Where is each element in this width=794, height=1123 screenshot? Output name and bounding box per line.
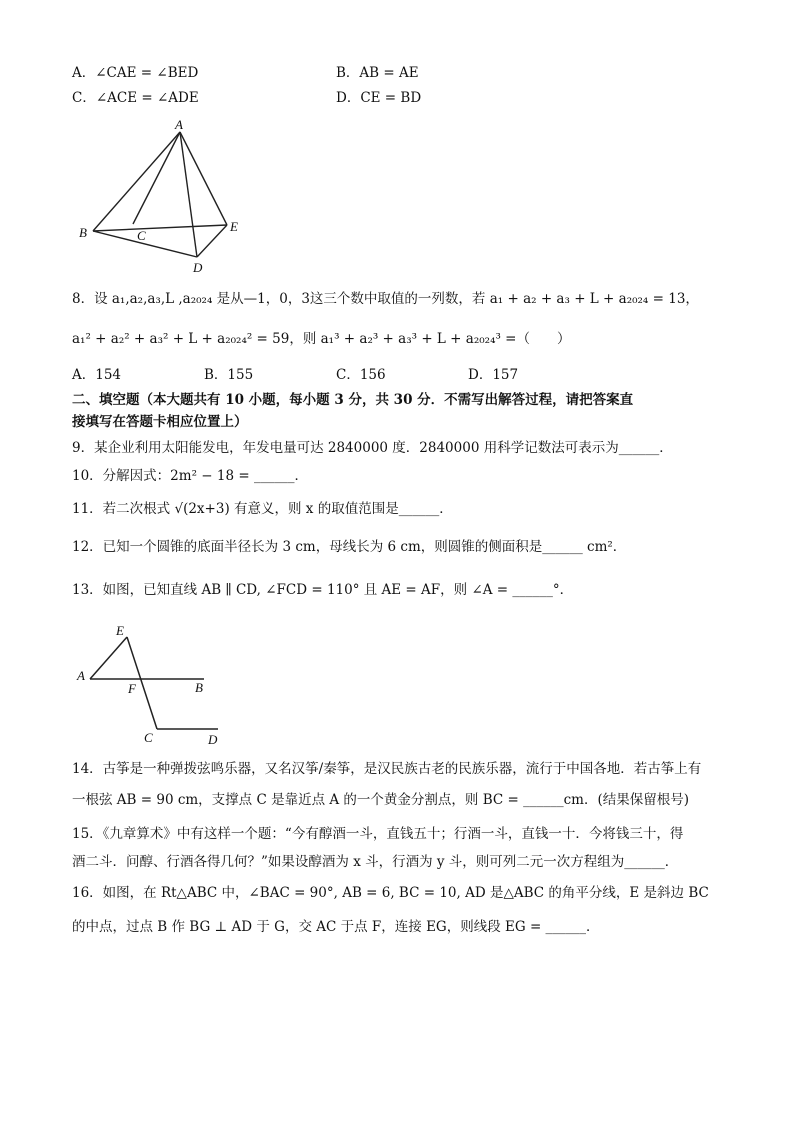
q7-option-c: C．∠ACE = ∠ADE	[72, 90, 199, 106]
q8-stem-line1: 8．设 a₁,a₂,a₃,L ,a₂₀₂₄ 是从—1，0，3这三个数中取值的一列数，若 a₁ + a₂ + a₃ + L + a₂₀₂₄ = 13，	[72, 291, 699, 307]
q15-line1: 15．《九章算术》中有这样一个题：“今有醇酒一斗，直钱五十；行酒一斗，直钱一十．今将钱三十，得	[72, 826, 684, 842]
q13-label-a: A	[77, 668, 85, 683]
q7-label-d: D	[193, 260, 203, 275]
q13-segment-ae	[90, 637, 127, 679]
q16-line2: 的中点，过点 B 作 BG ⊥ AD 于 G，交 AC 于点 F，连接 EG，则线段 EG = ______．	[72, 919, 600, 935]
q8-stem-line2: a₁² + a₂² + a₃² + L + a₂₀₂₄² = 59，则 a₁³ + a₂³ + a₃³ + L + a₂₀₂₄³ =（ ）	[72, 331, 571, 347]
q7-segment-de	[197, 225, 227, 257]
q13-parallel-lines-figure	[72, 620, 242, 750]
q7-label-b: B	[79, 225, 87, 240]
q11-text: 11．若二次根式 √(2x+3) 有意义，则 x 的取值范围是______．	[72, 501, 453, 517]
q7-segment-ae	[180, 132, 227, 225]
q16-line1: 16．如图，在 Rt△ABC 中，∠BAC = 90°, AB = 6, BC = 10, AD 是△ABC 的角平分线，E 是斜边 BC	[72, 885, 709, 901]
q13-label-e: E	[116, 623, 124, 638]
q13-label-b: B	[195, 680, 203, 695]
q15-line2: 酒二斗．问醇、行酒各得几何？”如果设醇酒为 x 斗，行酒为 y 斗，则可列二元一次方程组为______．	[72, 854, 679, 870]
q7-triangle-figure	[75, 115, 255, 275]
q7-option-b: B．AB = AE	[336, 65, 419, 81]
q7-segment-be	[93, 225, 227, 231]
q8-option-d: D．157	[468, 367, 519, 383]
q7-label-a: A	[175, 117, 183, 132]
q13-text: 13．如图，已知直线 AB ∥ CD, ∠FCD = 110° 且 AE = AF，则 ∠A = ______°．	[72, 582, 574, 598]
q12-text: 12．已知一个圆锥的底面半径长为 3 cm，母线长为 6 cm，则圆锥的侧面积是______ cm²．	[72, 539, 627, 555]
q7-label-e: E	[230, 219, 238, 234]
q13-label-c: C	[144, 730, 153, 745]
q8-option-b: B．155	[204, 367, 254, 383]
q8-option-c: C．156	[336, 367, 386, 383]
q14-line2: 一根弦 AB = 90 cm，支撑点 C 是靠近点 A 的一个黄金分割点，则 BC = ______cm．(结果保留根号)	[72, 792, 690, 808]
q7-option-d: D．CE = BD	[336, 90, 422, 106]
q10-text: 10．分解因式：2m² − 18 = ______．	[72, 468, 308, 484]
q7-label-c: C	[137, 228, 146, 243]
q13-label-d: D	[208, 732, 218, 747]
q13-label-f: F	[128, 681, 136, 696]
section-heading-line2: 接填写在答题卡相应位置上）	[72, 414, 248, 430]
section-heading-line1: 二、填空题（本大题共有 10 小题，每小题 3 分，共 30 分．不需写出解答过程，请把答案直	[72, 392, 634, 408]
q7-option-a: A．∠CAE = ∠BED	[72, 65, 199, 81]
q7-segment-ad	[180, 132, 197, 257]
q8-option-a: A．154	[72, 367, 122, 383]
q14-line1: 14．古筝是一种弹拨弦鸣乐器，又名汉筝/秦筝，是汉民族古老的民族乐器，流行于中国各地．若古筝上有	[72, 761, 702, 777]
q9-text: 9．某企业利用太阳能发电，年发电量可达 2840000 度．2840000 用科学记数法可表示为______．	[72, 440, 673, 456]
